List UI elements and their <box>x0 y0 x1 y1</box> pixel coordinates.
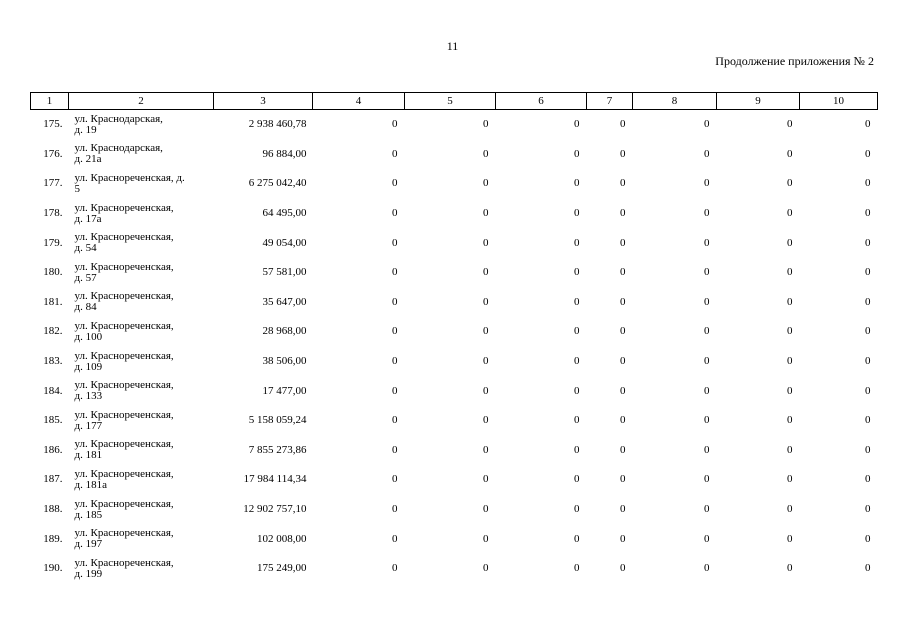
row-number: 176. <box>43 147 63 160</box>
value-cell-7: 0 <box>620 295 626 308</box>
value-cell-4: 0 <box>392 414 398 427</box>
value-cell-7: 0 <box>620 473 626 486</box>
continuation-label: Продолжение приложения № 2 <box>715 54 874 68</box>
value-cell-4: 0 <box>392 384 398 397</box>
value-cell-7: 0 <box>620 503 626 516</box>
address-line-house: д. 17а <box>74 212 102 225</box>
table-header <box>31 93 878 110</box>
row-number: 178. <box>43 207 63 220</box>
value-cell-10: 0 <box>865 147 871 160</box>
value-cell-4: 0 <box>392 207 398 220</box>
row-number: 182. <box>43 325 63 338</box>
table-row <box>31 288 878 318</box>
value-cell-6: 0 <box>574 473 580 486</box>
value-cell-8: 0 <box>704 443 710 456</box>
column-header-4: 4 <box>313 93 405 110</box>
address-line-house: д. 177 <box>74 419 103 432</box>
value-cell-9: 0 <box>787 295 793 308</box>
value-cell-10: 0 <box>865 325 871 338</box>
value-cell-9: 0 <box>787 266 793 279</box>
value-cell-5: 0 <box>483 207 489 220</box>
table-row <box>31 347 878 377</box>
value-cell-10: 0 <box>865 355 871 368</box>
value-cell-5: 0 <box>483 118 489 131</box>
value-cell-7: 0 <box>620 414 626 427</box>
value-cell-7: 0 <box>620 177 626 190</box>
amount-cell: 5 158 059,24 <box>248 414 307 427</box>
value-cell-7: 0 <box>620 118 626 131</box>
value-cell-10: 0 <box>865 118 871 131</box>
value-cell-6: 0 <box>574 562 580 575</box>
address-line-street: ул. Краснодарская, <box>74 112 163 125</box>
value-cell-9: 0 <box>787 177 793 190</box>
address-line-house: д. 181а <box>74 478 107 491</box>
value-cell-9: 0 <box>787 443 793 456</box>
value-cell-9: 0 <box>787 384 793 397</box>
value-cell-8: 0 <box>704 266 710 279</box>
value-cell-4: 0 <box>392 147 398 160</box>
value-cell-5: 0 <box>483 532 489 545</box>
appendix-table <box>30 92 878 584</box>
value-cell-7: 0 <box>620 147 626 160</box>
value-cell-9: 0 <box>787 147 793 160</box>
row-number: 179. <box>43 236 63 249</box>
amount-cell: 57 581,00 <box>262 266 307 279</box>
row-number: 183. <box>43 355 63 368</box>
value-cell-8: 0 <box>704 532 710 545</box>
column-header-10: 10 <box>800 93 878 110</box>
value-cell-8: 0 <box>704 503 710 516</box>
value-cell-7: 0 <box>620 562 626 575</box>
value-cell-9: 0 <box>787 532 793 545</box>
table-row <box>31 199 878 229</box>
table-row <box>31 228 878 258</box>
value-cell-10: 0 <box>865 443 871 456</box>
value-cell-10: 0 <box>865 384 871 397</box>
value-cell-9: 0 <box>787 325 793 338</box>
address-line-house: д. 133 <box>74 390 103 403</box>
amount-cell: 12 902 757,10 <box>243 503 307 516</box>
value-cell-6: 0 <box>574 207 580 220</box>
amount-cell: 7 855 273,86 <box>248 443 307 456</box>
value-cell-7: 0 <box>620 207 626 220</box>
value-cell-10: 0 <box>865 266 871 279</box>
value-cell-8: 0 <box>704 295 710 308</box>
amount-cell: 64 495,00 <box>262 207 307 220</box>
value-cell-7: 0 <box>620 355 626 368</box>
value-cell-4: 0 <box>392 236 398 249</box>
value-cell-6: 0 <box>574 443 580 456</box>
amount-cell: 38 506,00 <box>262 355 307 368</box>
table-row <box>31 317 878 347</box>
value-cell-8: 0 <box>704 562 710 575</box>
table-row <box>31 258 878 288</box>
amount-cell: 17 477,00 <box>262 384 307 397</box>
address-line-house: д. 181 <box>74 449 103 462</box>
table-body <box>31 110 878 584</box>
value-cell-6: 0 <box>574 266 580 279</box>
page-number: 11 <box>446 39 459 53</box>
value-cell-4: 0 <box>392 177 398 190</box>
value-cell-5: 0 <box>483 443 489 456</box>
address-cell <box>69 199 214 229</box>
address-line-street: ул. Краснореченская, <box>74 527 174 540</box>
column-header-8: 8 <box>633 93 717 110</box>
address-line-house: д. 84 <box>74 301 97 314</box>
column-header-9: 9 <box>717 93 800 110</box>
address-line-street: ул. Краснодарская, <box>74 142 163 155</box>
value-cell-5: 0 <box>483 295 489 308</box>
address-cell <box>69 376 214 406</box>
row-number: 177. <box>43 177 63 190</box>
value-cell-8: 0 <box>704 147 710 160</box>
address-line-street: ул. Краснореченская, <box>74 349 174 362</box>
value-cell-4: 0 <box>392 295 398 308</box>
value-cell-4: 0 <box>392 355 398 368</box>
row-number: 184. <box>43 384 63 397</box>
row-number: 185. <box>43 414 63 427</box>
column-header-1: 1 <box>31 93 69 110</box>
value-cell-4: 0 <box>392 266 398 279</box>
value-cell-9: 0 <box>787 503 793 516</box>
amount-cell: 6 275 042,40 <box>248 177 307 190</box>
value-cell-6: 0 <box>574 414 580 427</box>
address-cell <box>69 406 214 436</box>
column-header-3: 3 <box>214 93 313 110</box>
row-number: 190. <box>43 562 63 575</box>
address-line-street: ул. Краснореченская, <box>74 231 174 244</box>
value-cell-10: 0 <box>865 503 871 516</box>
value-cell-6: 0 <box>574 295 580 308</box>
value-cell-5: 0 <box>483 414 489 427</box>
value-cell-6: 0 <box>574 118 580 131</box>
address-cell <box>69 465 214 495</box>
amount-cell: 175 249,00 <box>257 562 307 575</box>
value-cell-10: 0 <box>865 532 871 545</box>
row-number: 175. <box>43 118 63 131</box>
value-cell-9: 0 <box>787 118 793 131</box>
row-number: 180. <box>43 266 63 279</box>
value-cell-8: 0 <box>704 325 710 338</box>
value-cell-9: 0 <box>787 207 793 220</box>
address-cell <box>69 110 214 140</box>
value-cell-5: 0 <box>483 266 489 279</box>
address-line-house: д. 21а <box>74 153 102 166</box>
address-line-street: ул. Краснореченская, <box>74 260 174 273</box>
value-cell-8: 0 <box>704 207 710 220</box>
value-cell-6: 0 <box>574 503 580 516</box>
address-line-house: д. 54 <box>74 242 97 255</box>
value-cell-4: 0 <box>392 325 398 338</box>
value-cell-8: 0 <box>704 414 710 427</box>
value-cell-6: 0 <box>574 384 580 397</box>
address-line-house: д. 57 <box>74 271 97 284</box>
address-cell <box>69 347 214 377</box>
address-line-street: ул. Краснореченская, <box>74 201 174 214</box>
address-line-house: д. 100 <box>74 330 103 343</box>
value-cell-6: 0 <box>574 355 580 368</box>
value-cell-10: 0 <box>865 207 871 220</box>
value-cell-10: 0 <box>865 236 871 249</box>
address-cell <box>69 317 214 347</box>
address-line-street: ул. Краснореченская, <box>74 438 174 451</box>
column-header-6: 6 <box>496 93 587 110</box>
table-row <box>31 110 878 140</box>
table-row <box>31 465 878 495</box>
address-cell <box>69 436 214 466</box>
column-header-5: 5 <box>405 93 496 110</box>
table-row <box>31 495 878 525</box>
address-cell <box>69 140 214 170</box>
address-line-house: д. 199 <box>74 567 103 580</box>
column-header-2: 2 <box>69 93 214 110</box>
amount-cell: 96 884,00 <box>262 147 307 160</box>
amount-cell: 2 938 460,78 <box>248 118 307 131</box>
value-cell-8: 0 <box>704 236 710 249</box>
amount-cell: 102 008,00 <box>257 532 307 545</box>
value-cell-8: 0 <box>704 177 710 190</box>
amount-cell: 17 984 114,34 <box>243 473 307 486</box>
column-header-7: 7 <box>587 93 633 110</box>
value-cell-7: 0 <box>620 325 626 338</box>
address-cell <box>69 169 214 199</box>
address-line-street: ул. Краснореченская, <box>74 290 174 303</box>
value-cell-8: 0 <box>704 118 710 131</box>
row-number: 186. <box>43 443 63 456</box>
table-row <box>31 436 878 466</box>
value-cell-5: 0 <box>483 562 489 575</box>
value-cell-5: 0 <box>483 147 489 160</box>
value-cell-5: 0 <box>483 236 489 249</box>
value-cell-6: 0 <box>574 147 580 160</box>
address-line-street: ул. Краснореченская, <box>74 379 174 392</box>
value-cell-4: 0 <box>392 118 398 131</box>
value-cell-6: 0 <box>574 532 580 545</box>
row-number: 187. <box>43 473 63 486</box>
value-cell-8: 0 <box>704 384 710 397</box>
value-cell-5: 0 <box>483 355 489 368</box>
row-number: 181. <box>43 295 63 308</box>
address-cell <box>69 554 214 584</box>
value-cell-9: 0 <box>787 236 793 249</box>
value-cell-7: 0 <box>620 384 626 397</box>
row-number: 189. <box>43 532 63 545</box>
address-cell <box>69 228 214 258</box>
value-cell-9: 0 <box>787 562 793 575</box>
amount-cell: 28 968,00 <box>262 325 307 338</box>
value-cell-8: 0 <box>704 473 710 486</box>
address-line-house: д. 109 <box>74 360 103 373</box>
value-cell-4: 0 <box>392 532 398 545</box>
table-row <box>31 524 878 554</box>
table-row <box>31 140 878 170</box>
value-cell-4: 0 <box>392 562 398 575</box>
value-cell-10: 0 <box>865 295 871 308</box>
value-cell-8: 0 <box>704 355 710 368</box>
address-cell <box>69 288 214 318</box>
value-cell-6: 0 <box>574 177 580 190</box>
value-cell-7: 0 <box>620 266 626 279</box>
address-line-house: д. 19 <box>74 123 97 136</box>
value-cell-7: 0 <box>620 443 626 456</box>
value-cell-10: 0 <box>865 414 871 427</box>
value-cell-10: 0 <box>865 473 871 486</box>
row-number: 188. <box>43 503 63 516</box>
value-cell-5: 0 <box>483 473 489 486</box>
value-cell-9: 0 <box>787 473 793 486</box>
address-cell <box>69 495 214 525</box>
value-cell-6: 0 <box>574 236 580 249</box>
address-line-street: ул. Краснореченская, д. <box>74 171 185 184</box>
value-cell-4: 0 <box>392 473 398 486</box>
table-row <box>31 169 878 199</box>
address-cell <box>69 524 214 554</box>
value-cell-9: 0 <box>787 414 793 427</box>
address-line-street: ул. Краснореченская, <box>74 467 174 480</box>
address-line-house: д. 185 <box>74 508 103 521</box>
table-row <box>31 406 878 436</box>
value-cell-7: 0 <box>620 532 626 545</box>
value-cell-5: 0 <box>483 384 489 397</box>
address-line-street: ул. Краснореченская, <box>74 408 174 421</box>
table-row <box>31 554 878 584</box>
address-line-house: 5 <box>74 182 80 195</box>
value-cell-5: 0 <box>483 325 489 338</box>
value-cell-5: 0 <box>483 177 489 190</box>
address-line-street: ул. Краснореченская, <box>74 556 174 569</box>
value-cell-10: 0 <box>865 562 871 575</box>
address-line-street: ул. Краснореченская, <box>74 497 174 510</box>
value-cell-4: 0 <box>392 503 398 516</box>
value-cell-10: 0 <box>865 177 871 190</box>
table-row <box>31 376 878 406</box>
amount-cell: 35 647,00 <box>262 295 307 308</box>
value-cell-9: 0 <box>787 355 793 368</box>
value-cell-5: 0 <box>483 503 489 516</box>
value-cell-6: 0 <box>574 325 580 338</box>
address-cell <box>69 258 214 288</box>
value-cell-4: 0 <box>392 443 398 456</box>
address-line-house: д. 197 <box>74 538 103 551</box>
address-line-street: ул. Краснореченская, <box>74 319 174 332</box>
amount-cell: 49 054,00 <box>262 236 307 249</box>
value-cell-7: 0 <box>620 236 626 249</box>
